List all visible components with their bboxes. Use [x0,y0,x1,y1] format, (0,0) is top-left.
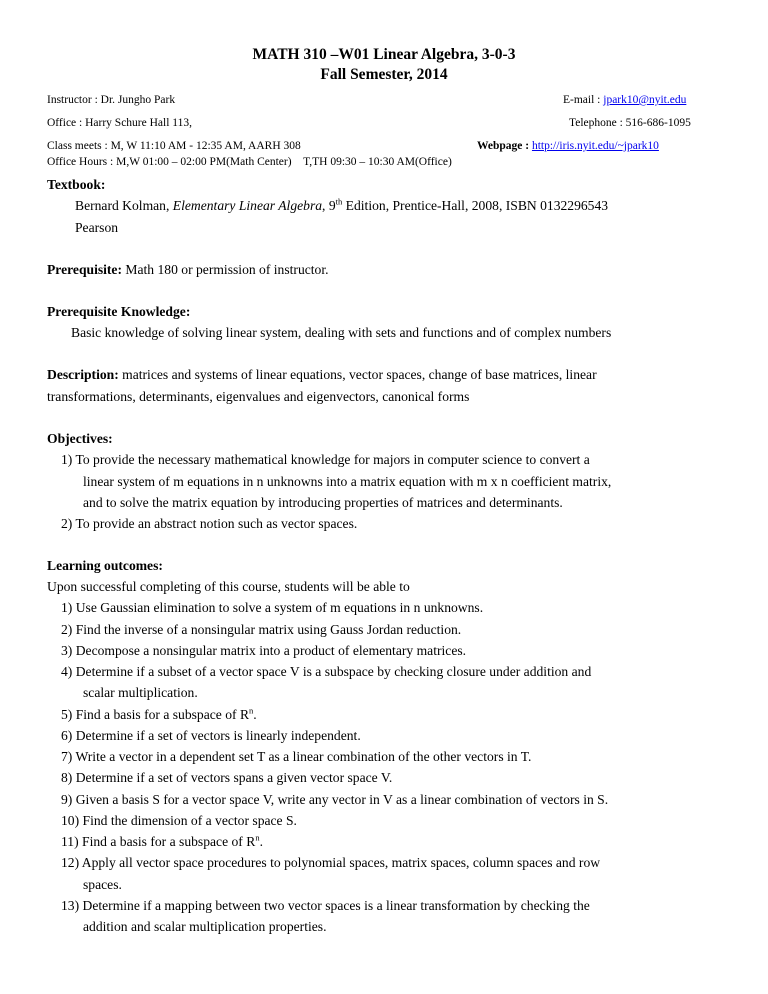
email-label: E-mail : [563,94,604,106]
webpage-info [477,140,659,152]
outcome-item: 8) Determine if a set of vectors spans a given vector space V. [61,770,393,785]
email-link[interactable]: jpark10@nyit.edu [603,94,687,106]
prerequisite-label: Prerequisite: [47,262,122,277]
office-hours-2: T,TH 09:30 – 10:30 AM(Office) [303,156,452,168]
office-hours-1: Office Hours : M,W 01:00 – 02:00 PM(Math Center) [47,156,292,168]
textbook-heading: Textbook: [47,177,106,192]
description-label: Description: [47,367,119,382]
outcome-item: 2) Find the inverse of a nonsingular matrix using Gauss Jordan reduction. [61,622,462,637]
outcome-item: 9) Given a basis S for a vector space V, write any vector in V as a linear combination of vectors in S. [61,792,609,807]
description-line1: Description: matrices and systems of linear equations, vector spaces, change of base matrices, linear [47,367,597,382]
objective-line: 1) To provide the necessary mathematical knowledge for majors in computer science to convert a [61,452,590,467]
outcome-item: 1) Use Gaussian elimination to solve a system of m equations in n unknowns. [61,600,484,615]
objectives-heading: Objectives: [47,431,113,446]
outcome-item: 6) Determine if a set of vectors is linearly independent. [61,728,361,743]
prereq-knowledge-text: Basic knowledge of solving linear system, dealing with sets and functions and of complex numbers [71,325,612,340]
outcome-item: 10) Find the dimension of a vector space S. [61,813,297,828]
prereq-knowledge-heading: Prerequisite Knowledge: [47,304,191,319]
outcome-item: 4) Determine if a subset of a vector space V is a subspace by checking closure under addition and [61,664,592,679]
telephone-info: Telephone : 516-686-1095 [569,117,691,129]
prerequisite-text: Math 180 or permission of instructor. [122,262,329,277]
webpage-link[interactable]: http://iris.nyit.edu/~jpark10 [531,140,659,152]
outcome-item: 5) Find a basis for a subspace of $R^n$. [61,705,257,722]
office-hours-info [47,156,452,168]
outcome-item: 12) Apply all vector space procedures to polynomial spaces, matrix spaces, column spaces and row [61,855,601,870]
objective-line: linear system of m equations in n unknowns into a matrix equation with m x n coefficient matrix, [83,474,612,489]
textbook-line: Bernard Kolman, Elementary Linear Algebra, 9th Edition, Prentice-Hall, 2008, ISBN 0132296543 [75,196,609,213]
webpage-label: Webpage : [477,140,532,152]
course-title: MATH 310 –W01 Linear Algebra, 3-0-3 [252,46,516,63]
outcome-item: 11) Find a basis for a subspace of $R^n$. [61,832,263,849]
textbook-title: Elementary Linear Algebra [172,198,323,213]
class-meets-info: Class meets : M, W 11:10 AM - 12:35 AM, AARH 308 [47,140,301,152]
textbook-author: Bernard Kolman, [75,198,173,213]
outcome-item-continued: scalar multiplication. [83,685,198,700]
outcome-item: 7) Write a vector in a dependent set T as a linear combination of the other vectors in T. [61,749,532,764]
office-info: Office : Harry Schure Hall 113, [47,117,192,129]
outcome-item: 3) Decompose a nonsingular matrix into a product of elementary matrices. [61,643,467,658]
email-info [563,94,686,106]
outcome-item-continued: spaces. [83,877,122,892]
prerequisite [47,262,329,278]
textbook-publisher: Pearson [75,220,119,235]
instructor-info: Instructor : Dr. Jungho Park [47,94,176,106]
outcome-item-continued: addition and scalar multiplication properties. [83,919,327,934]
outcome-item: 13) Determine if a mapping between two vector spaces is a linear transformation by checking the [61,898,590,913]
semester-title: Fall Semester, 2014 [320,66,448,83]
objective-line: and to solve the matrix equation by introducing properties of matrices and determinants. [83,495,563,510]
description-line2: transformations, determinants, eigenvalues and eigenvectors, canonical forms [47,389,470,404]
learning-outcomes-heading: Learning outcomes: [47,558,163,573]
objective-line: 2) To provide an abstract notion such as vector spaces. [61,516,358,531]
learning-outcomes-intro: Upon successful completing of this course, students will be able to [47,579,410,594]
